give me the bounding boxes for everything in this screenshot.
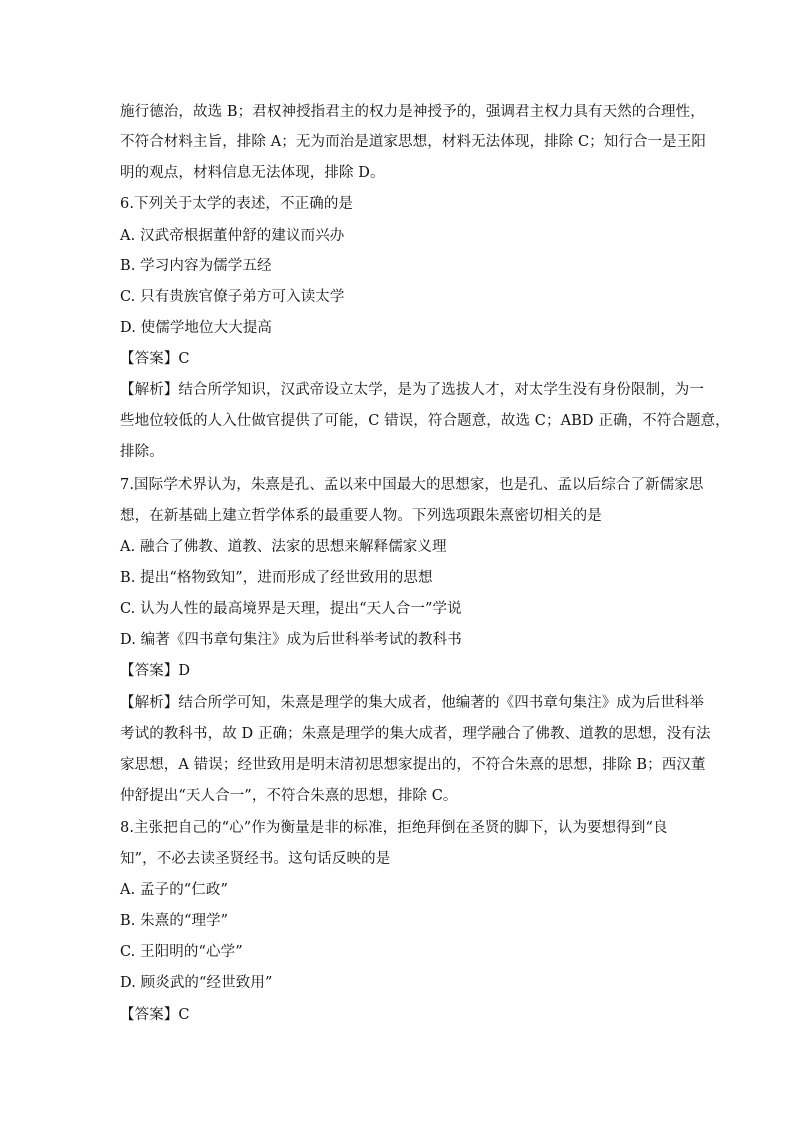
question-8-option-d: D. 顾炎武的“经世致用” (120, 975, 273, 991)
question-8-stem: 8.主张把自己的“心”作为衡量是非的标准，拒绝拜倒在圣贤的脚下，认为要想得到“良 (120, 820, 668, 836)
question-6-answer: 【答案】C (120, 351, 190, 367)
question-8-answer: 【答案】C (120, 1007, 190, 1023)
text-line: 施行德治，故选 B；君权神授指君主的权力是神授予的，强调君主权力具有天然的合理性， (120, 104, 705, 120)
text-line: 考试的教科书，故 D 正确；朱熹是理学的集大成者，理学融合了佛教、道教的思想，没有法 (120, 726, 711, 742)
question-8-option-a: A. 孟子的“仁政” (120, 882, 229, 898)
question-6-analysis: 【解析】结合所学知识，汉武帝设立太学，是为了选拔人才，对太学生没有身份限制，为一 (120, 382, 704, 398)
text-line: 些地位较低的人入仕做官提供了可能，C 错误，符合题意，故选 C；ABD 正确，不符合题意， (120, 413, 730, 429)
text-line: 知”，不必去读圣贤经书。这句话反映的是 (120, 851, 391, 867)
question-7-option-d: D. 编著《四书章句集注》成为后世科举考试的教科书 (120, 632, 462, 648)
question-6-option-c: C. 只有贵族官僚子弟方可入读太学 (120, 289, 345, 305)
question-7-option-b: B. 提出“格物致知”，进而形成了经世致用的思想 (120, 570, 433, 586)
question-8-option-b: B. 朱熹的“理学” (120, 913, 229, 929)
question-7-answer: 【答案】D (120, 663, 191, 679)
question-7-option-a: A. 融合了佛教、道教、法家的思想来解释儒家义理 (120, 539, 447, 555)
question-6-option-a: A. 汉武帝根据董仲舒的建议而兴办 (120, 228, 345, 244)
question-6-option-d: D. 使儒学地位大大提高 (120, 320, 273, 336)
question-7-analysis: 【解析】结合所学可知，朱熹是理学的集大成者，他编著的《四书章句集注》成为后世科举 (120, 695, 704, 711)
question-6-stem: 6.下列关于太学的表述，不正确的是 (120, 196, 354, 212)
question-6-option-b: B. 学习内容为儒学五经 (120, 258, 272, 274)
text-line: 想，在新基础上建立哲学体系的最重要人物。下列选项跟朱熹密切相关的是 (120, 508, 602, 524)
text-line: 仲舒提出“天人合一”，不符合朱熹的思想，排除 C。 (120, 788, 458, 804)
question-8-option-c: C. 王阳明的“心学” (120, 944, 243, 960)
text-line: 排除。 (120, 444, 164, 460)
question-7-stem: 7.国际学术界认为，朱熹是孔、孟以来中国最大的思想家，也是孔、孟以后综合了新儒家思 (120, 477, 704, 493)
question-7-option-c: C. 认为人性的最高境界是天理，提出“天人合一”学说 (120, 601, 462, 617)
text-line: 不符合材料主旨，排除 A；无为而治是道家思想，材料无法体现，排除 C；知行合一是王阳 (120, 134, 706, 150)
text-line: 家思想，A 错误；经世致用是明末清初思想家提出的，不符合朱熹的思想，排除 B；西汉董 (120, 757, 706, 773)
text-line: 明的观点，材料信息无法体现，排除 D。 (120, 165, 385, 181)
